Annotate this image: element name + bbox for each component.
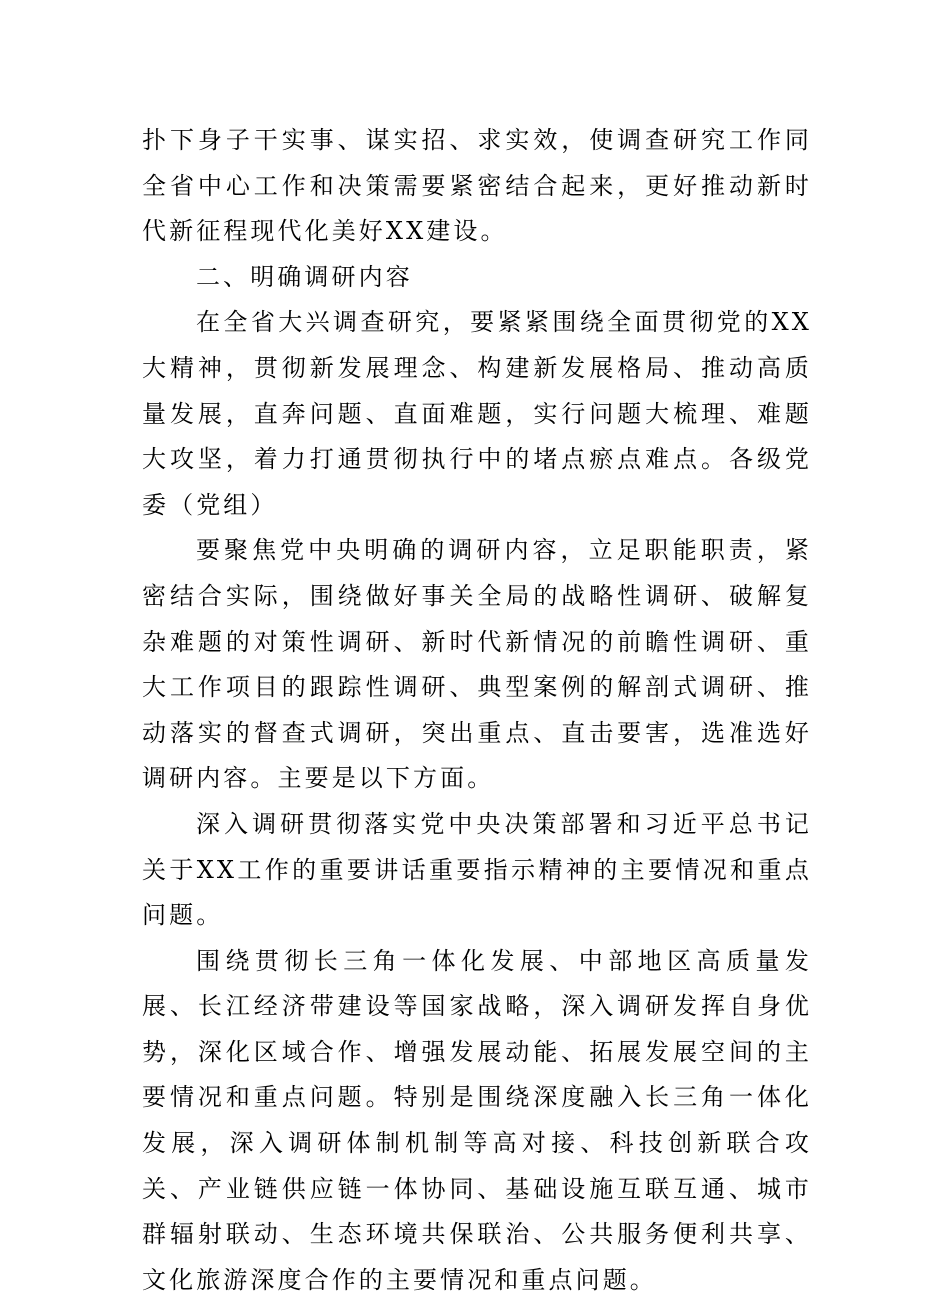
paragraph: 在全省大兴调查研究，要紧紧围绕全面贯彻党的XX大精神，贯彻新发展理念、构建新发展格局、推动高质量发展，直奔问题、直面难题，实行问题大梳理、难题大攻坚，着力打通贯彻执行中的堵点瘀点难点。各级党委（党组） [142,308,812,519]
section-heading: 二、明确调研内容 [196,262,413,291]
paragraph: 深入调研贯彻落实党中央决策部署和习近平总书记关于XX工作的重要讲话重要指示精神的主要情况和重点问题。 [142,809,812,930]
document-body [142,118,812,1303]
paragraph-continuation: 扑下身子干实事、谋实招、求实效，使调查研究工作同全省中心工作和决策需要紧密结合起来，更好推动新时代新征程现代化美好XX建设。 [142,126,812,246]
paragraph: 围绕贯彻长三角一体化发展、中部地区高质量发展、长江经济带建设等国家战略，深入调研发挥自身优势，深化区域合作、增强发展动能、拓展发展空间的主要情况和重点问题。特别是围绕深度融入长三角一体化发展，深入调研体制机制等高对接、科技创新联合攻关、产业链供应链一体协同、基础设施互联互通、城市群辐射联动、生态环境共保联治、公共服务便利共享、文化旅游深度合作的主要情况和重点问题。 [142,946,812,1294]
paragraph: 要聚焦党中央明确的调研内容，立足职能职责，紧密结合实际，围绕做好事关全局的战略性调研、破解复杂难题的对策性调研、新时代新情况的前瞻性调研、重大工作项目的跟踪性调研、典型案例的解剖式调研、推动落实的督查式调研，突出重点、直击要害，选准选好调研内容。主要是以下方面。 [142,536,812,793]
